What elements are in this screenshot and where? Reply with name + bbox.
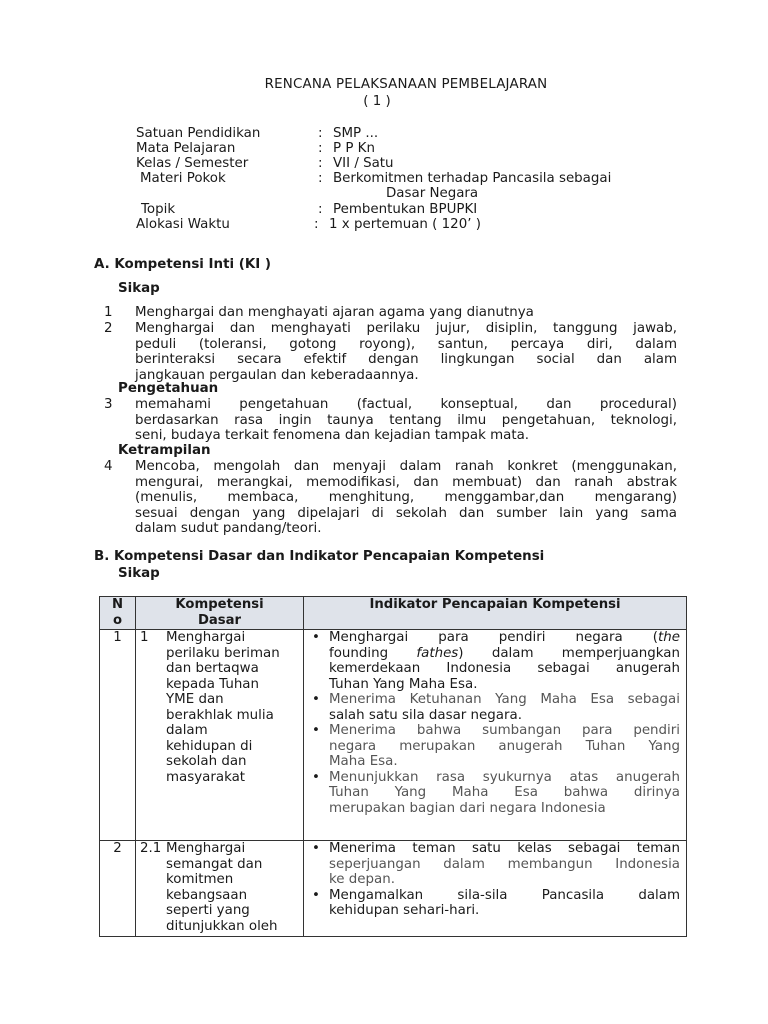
indicator-line: merupakan bagian dari negara Indonesia: [329, 800, 606, 816]
identity-label: Satuan Pendidikan: [136, 126, 261, 141]
identity-value: Pembentukan BPUPKI: [333, 202, 478, 217]
kd-line: komitmen: [166, 872, 234, 887]
document-title: RENCANA PELAKSANAAN PEMBELAJARAN: [264, 77, 548, 92]
text-line: memahami pengetahuan (factual, konseptual, dan procedural): [135, 397, 677, 412]
text-line: Menghargai dan menghayati perilaku jujur, disiplin, tanggung jawab,: [135, 321, 677, 336]
kd-cell: [136, 841, 304, 937]
text-line: jangkauan pergaulan dan keberadaannya.: [135, 367, 419, 383]
identity-row-kelas: [136, 156, 696, 172]
ki-number: 3: [104, 397, 113, 412]
indicator-line: Mengamalkan sila-sila Pancasila dalam: [329, 887, 680, 903]
ki-3-text: [135, 397, 677, 444]
header-no: [100, 597, 136, 630]
identity-colon: :: [318, 141, 323, 156]
indicator-line: Menerima bahwa sumbangan para pendiri: [329, 723, 680, 738]
bullet-icon: •: [312, 769, 320, 785]
kd-line: Menghargai: [166, 841, 246, 856]
ki-2-text: [135, 321, 677, 383]
ki-number: 1: [104, 305, 113, 320]
kd-line: kepada Tuhan: [166, 676, 259, 692]
identity-colon: :: [318, 171, 323, 186]
kd-line: berakhlak mulia: [166, 707, 274, 723]
indicator-line: Menerima Ketuhanan Yang Maha Esa sebagai: [329, 692, 680, 707]
kompetensi-table: [99, 596, 687, 937]
text-line: seni, budaya terkait fenomena dan kejadian tampak mata.: [135, 428, 530, 443]
kd-line: masyarakat: [166, 769, 246, 785]
row-number: 2: [100, 841, 136, 937]
indicator-line: seperjuangan dalam membangun Indonesia: [329, 856, 680, 872]
identity-label: Alokasi Waktu: [136, 217, 230, 232]
indicator-item: [304, 888, 680, 919]
kd-line: Menghargai: [166, 630, 246, 645]
sikap-subheading-b: Sikap: [118, 566, 160, 581]
identity-label: Topik: [141, 202, 176, 217]
text-line: (menulis, membaca, menghitung, menggambar,dan mengarang): [135, 490, 677, 505]
identity-row-satuan: [136, 126, 696, 142]
kd-line: ditunjukkan oleh: [166, 918, 278, 934]
kd-line: kehidupan di: [166, 738, 253, 754]
indicator-line: ke depan.: [329, 872, 395, 887]
table-row: [100, 841, 687, 937]
indicator-cell: [304, 841, 687, 937]
identity-value: SMP ...: [333, 126, 379, 141]
identity-value-continued: Dasar Negara: [386, 186, 479, 201]
ki-4-text: [135, 459, 677, 537]
indicator-item: [304, 692, 680, 723]
identity-row-alokasi: [136, 217, 696, 233]
identity-row-topik: [136, 202, 696, 218]
ki-1-text: [135, 305, 677, 321]
kd-line: dalam: [166, 723, 208, 738]
indicator-line: founding fathes) dalam memperjuangkan: [329, 645, 680, 661]
text-line: sesuai dengan yang dipelajari di sekolah dan sumber lain yang sama: [135, 505, 677, 521]
text-line: peduli (toleransi, gotong royong), santun, percaya diri, dalam: [135, 336, 677, 352]
bullet-icon: •: [312, 692, 320, 707]
kd-line: sekolah dan: [166, 754, 247, 769]
identity-colon: :: [318, 202, 323, 217]
pengetahuan-subheading: Pengetahuan: [118, 381, 219, 396]
identity-value: P P Kn: [333, 141, 375, 156]
identity-value: Berkomitmen terhadap Pancasila sebagai: [333, 171, 612, 186]
indicator-item: [304, 770, 680, 817]
kd-line: semangat dan: [166, 856, 263, 872]
header-kd-line: Kompetensi: [175, 597, 264, 612]
text-line: dalam sudut pandang/teori.: [135, 521, 322, 536]
text-line: Menghargai dan menghayati ajaran agama yang dianutnya: [135, 305, 534, 320]
kd-line: kebangsaan: [166, 887, 248, 903]
header-no-line: N: [111, 597, 124, 612]
kd-line: perilaku beriman: [166, 645, 280, 661]
identity-label: Kelas / Semester: [136, 156, 249, 171]
identity-row-materi: [136, 171, 696, 187]
kd-number: 2.1: [140, 841, 162, 856]
text-line: Mencoba, mengolah dan menyaji dalam ranah konkret (menggunakan,: [135, 459, 677, 474]
kd-number: 1: [140, 630, 149, 645]
header-kd-line: Dasar: [197, 612, 242, 628]
indicator-item: [304, 841, 680, 888]
indicator-line: Maha Esa.: [329, 754, 398, 769]
indicator-line: kemerdekaan Indonesia sebagai anugerah: [329, 661, 680, 676]
text-line: mengurai, merangkai, memodifikasi, dan membuat) dan ranah abstrak: [135, 474, 677, 490]
bullet-icon: •: [312, 630, 320, 645]
indicator-item: [304, 723, 680, 770]
kd-line: dan bertaqwa: [166, 661, 259, 676]
document-subtitle: ( 1 ): [363, 94, 391, 109]
identity-label: Mata Pelajaran: [136, 141, 236, 156]
indicator-line: Menerima teman satu kelas sebagai teman: [329, 841, 680, 856]
row-number: 1: [100, 630, 136, 841]
indicator-line: kehidupan sehari-hari.: [329, 903, 480, 918]
identity-value: 1 x pertemuan ( 120’ ): [329, 217, 481, 232]
header-no-line: o: [112, 612, 123, 628]
indicator-line: salah satu sila dasar negara.: [329, 707, 522, 723]
identity-row-mapel: [136, 141, 696, 157]
identity-colon: :: [314, 217, 319, 232]
text-line: berinteraksi secara efektif dengan lingkungan social dan alam: [135, 352, 677, 367]
ki-number: 2: [104, 321, 113, 336]
kd-line: YME dan: [166, 692, 224, 707]
indicator-line: Tuhan Yang Maha Esa bahwa dirinya: [329, 785, 680, 800]
section-a-heading: A. Kompetensi Inti (KI ): [94, 257, 271, 272]
table-header-row: [100, 597, 687, 630]
bullet-icon: •: [312, 723, 320, 738]
indicator-line: Menghargai para pendiri negara (the: [329, 630, 680, 645]
sikap-subheading: Sikap: [118, 281, 160, 296]
table-row: [100, 630, 687, 841]
section-b-heading: B. Kompetensi Dasar dan Indikator Pencapaian Kompetensi: [94, 549, 545, 564]
bullet-icon: •: [312, 887, 320, 903]
header-kompetensi-dasar: [136, 597, 304, 630]
text-line: berdasarkan rasa ingin taunya tentang ilmu pengetahuan, teknologi,: [135, 412, 677, 428]
bullet-icon: •: [312, 841, 320, 856]
header-indikator: Indikator Pencapaian Kompetensi: [304, 597, 687, 630]
indicator-line: Tuhan Yang Maha Esa.: [329, 676, 478, 692]
kd-cell: [136, 630, 304, 841]
indicator-item: [304, 630, 680, 692]
identity-value: VII / Satu: [333, 156, 394, 171]
identity-label: Materi Pokok: [140, 171, 226, 186]
identity-colon: :: [318, 126, 323, 141]
indicator-cell: [304, 630, 687, 841]
kd-line: seperti yang: [166, 903, 250, 918]
ketrampilan-subheading: Ketrampilan: [118, 443, 211, 458]
indicator-line: Menunjukkan rasa syukurnya atas anugerah: [329, 769, 680, 785]
ki-number: 4: [104, 459, 113, 474]
identity-colon: :: [318, 156, 323, 171]
indicator-line: negara merupakan anugerah Tuhan Yang: [329, 738, 680, 754]
